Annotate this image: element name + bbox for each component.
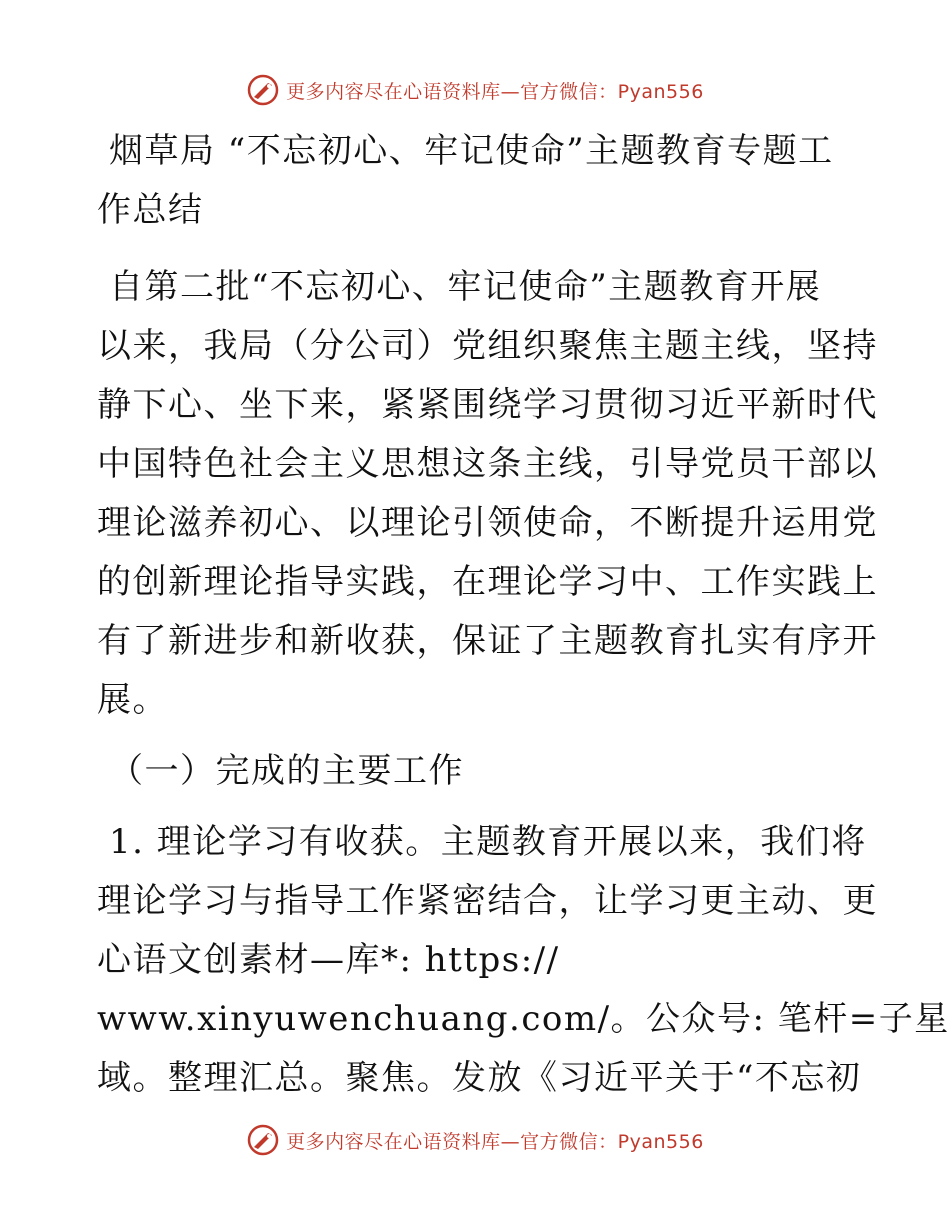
header-banner xyxy=(0,70,950,110)
paragraph1-line-5: 理论滋养初心、以理论引领使命，不断提升运用党 xyxy=(97,503,878,543)
document-title-line-1: 烟草局 “不忘初心、牢记使命”主题教育专题工 xyxy=(109,131,834,171)
paragraph1-line-6: 的创新理论指导实践，在理论学习中、工作实践上 xyxy=(97,562,878,602)
footer-banner-text: 更多内容尽在心语资料库—官方微信：Pyan556 xyxy=(286,1130,704,1153)
header-banner-text: 更多内容尽在心语资料库—官方微信：Pyan556 xyxy=(286,80,704,103)
paragraph1-line-7: 有了新进步和新收获，保证了主题教育扎实有序开 xyxy=(97,621,878,661)
document-title-line-2: 作总结 xyxy=(97,190,204,230)
section-heading: （一）完成的主要工作 xyxy=(109,751,464,791)
paragraph1-line-1: 自第二批“不忘初心、牢记使命”主题教育开展 xyxy=(109,267,822,307)
paragraph1-line-3: 静下心、坐下来，紧紧围绕学习贯彻习近平新时代 xyxy=(97,385,878,425)
paragraph1-line-8: 展。 xyxy=(97,680,168,720)
paragraph2-line-4: www.xinyuwenchuang.com/。公众号: 笔杆=子星 xyxy=(97,999,950,1039)
paragraph2-line-1: 1. 理论学习有收获。主题教育开展以来，我们将 xyxy=(109,822,867,862)
footer-banner xyxy=(0,1120,950,1160)
paragraph1-line-4: 中国特色社会主义思想这条主线，引导党员干部以 xyxy=(97,444,878,484)
paragraph1-line-2: 以来，我局（分公司）党组织聚焦主题主线，坚持 xyxy=(97,326,878,366)
paragraph2-line-3: 心语文创素材—库*: https:// xyxy=(97,940,560,980)
paragraph2-line-2: 理论学习与指导工作紧密结合，让学习更主动、更 xyxy=(97,881,878,921)
pen-logo-icon xyxy=(246,73,280,107)
pen-logo-icon xyxy=(246,1123,280,1157)
paragraph2-line-5: 域。整理汇总。聚焦。发放《习近平关于“不忘初 xyxy=(97,1058,862,1098)
document-body xyxy=(97,122,950,1108)
